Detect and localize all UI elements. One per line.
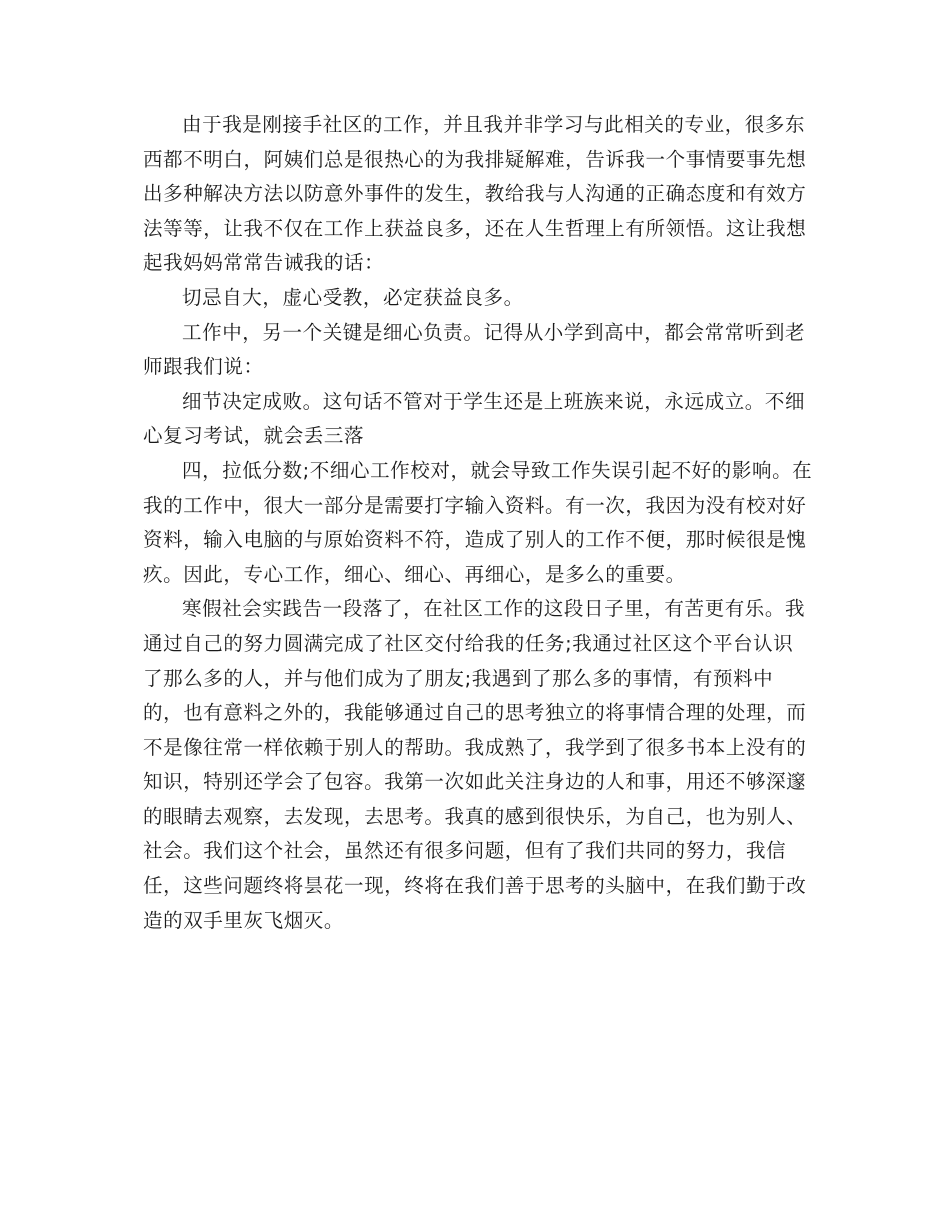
paragraph-community-work: 由于我是刚接手社区的工作，并且我并非学习与此相关的专业，很多东西都不明白，阿姨们总是很热心的为我排疑解难，告诉我一个事情要事先想出多种解决方法以防意外事件的发生，教给我与人沟通的正确态度和有效方法等等，让我不仅在工作上获益良多，还在人生哲理上有所领悟。这让我想起我妈妈常常告诫我的话：: [143, 113, 807, 275]
paragraph-proofreading: 四，拉低分数;不细心工作校对，就会导致工作失误引起不好的影响。在我的工作中，很大一部分是需要打字输入资料。有一次，我因为没有校对好资料，输入电脑的与原始资料不符，造成了别人的工作不便，那时候很是愧疚。因此，专心工作，细心、细心、再细心，是多么的重要。: [143, 458, 813, 586]
paragraph-attentive: 工作中，另一个关键是细心负责。记得从小学到高中，都会常常听到老师跟我们说：: [143, 320, 806, 379]
paragraph-conclusion: 寒假社会实践告一段落了，在社区工作的这段日子里，有苦更有乐。我通过自己的努力圆满完成了社区交付给我的任务;我通过社区这个平台认识了那么多的人，并与他们成为了朋友;我遇到了那么多的事情，有预料中的，也有意料之外的，我能够通过自己的思考独立的将事情合理的处理，而不是像往常一样依赖于别人的帮助。我成熟了，我学到了很多书本上没有的知识，特别还学会了包容。我第一次如此关注身边的人和事，用还不够深邃的眼睛去观察，去发现，去思考。我真的感到很快乐，为自己，也为别人、社会。我们这个社会，虽然还有很多问题，但有了我们共同的努力，我信任，这些问题终将昙花一现，终将在我们善于思考的头脑中，在我们勤于改造的双手里灰飞烟灭。: [143, 597, 807, 932]
paragraph-details: 细节决定成败。这句话不管对于学生还是上班族来说，永远成立。不细心复习考试，就会丢三落: [143, 389, 806, 448]
paragraph-motto: 切忌自大，虚心受教，必定获益良多。: [182, 285, 524, 309]
document-body: [143, 108, 813, 938]
